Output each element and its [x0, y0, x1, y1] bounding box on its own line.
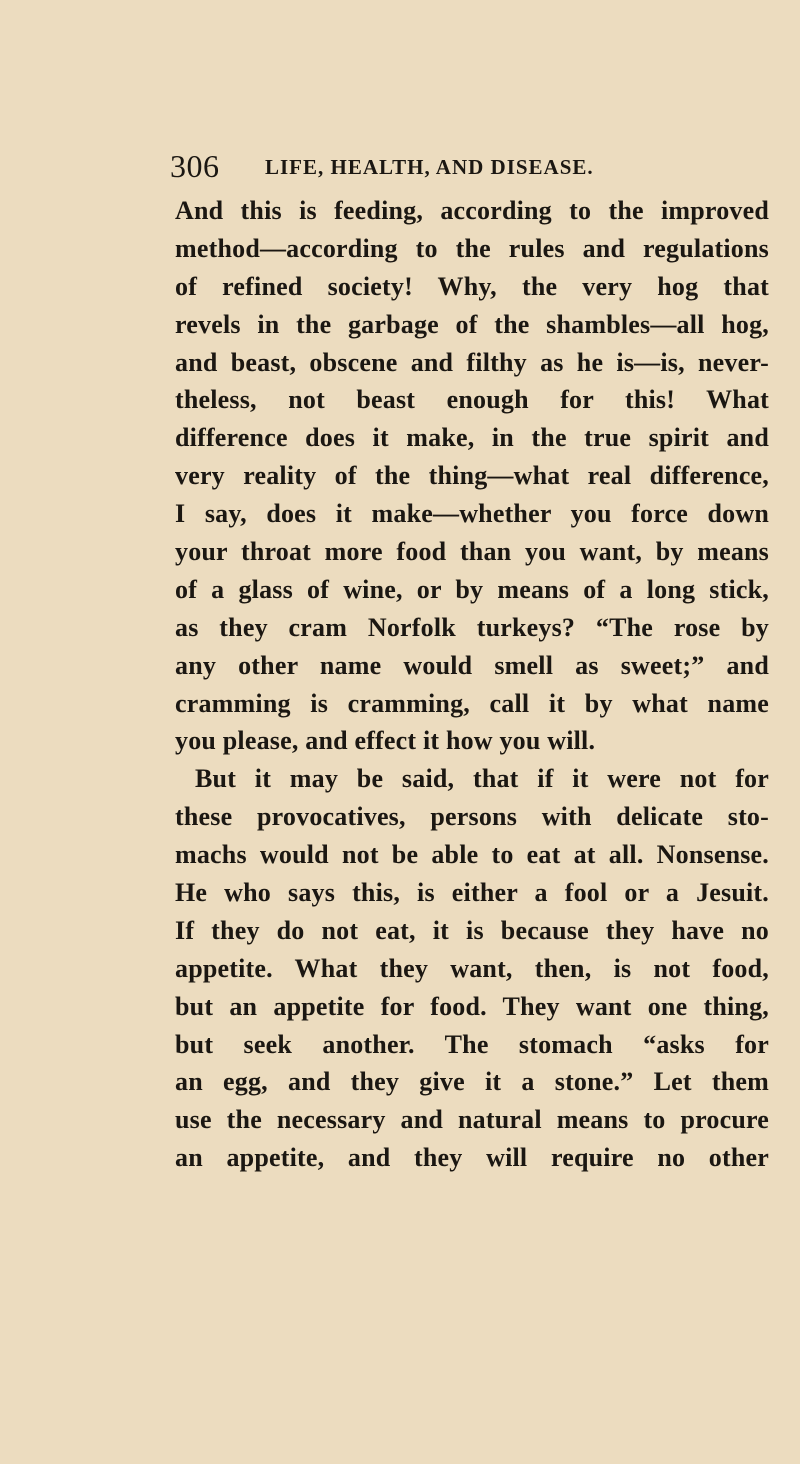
text-line: these provocatives, persons with delicate sto- [175, 802, 769, 832]
text-line: very reality of the thing—what real difference, [175, 461, 769, 491]
text-line: you please, and effect it how you will. [175, 726, 596, 756]
text-line: your throat more food than you want, by means [175, 537, 769, 567]
text-line: difference does it make, in the true spirit and [175, 423, 769, 453]
text-line: machs would not be able to eat at all. Nonsense. [175, 840, 769, 870]
text-line: revels in the garbage of the shambles—all hog, [175, 309, 769, 339]
text-line: any other name would smell as sweet;” and [175, 650, 769, 680]
page-number: 306 [170, 148, 220, 184]
text-line: appetite. What they want, then, is not food, [175, 953, 769, 983]
text-line: an egg, and they give it a stone.” Let them [175, 1067, 769, 1097]
text-line: He who says this, is either a fool or a Jesuit. [175, 878, 769, 908]
text-line: and beast, obscene and filthy as he is—is, never- [175, 347, 769, 377]
text-line: but seek another. The stomach “asks for [175, 1029, 769, 1059]
text-line: use the necessary and natural means to procure [175, 1105, 769, 1135]
text-line: cramming is cramming, call it by what name [175, 688, 769, 718]
text-line: And this is feeding, according to the improved [175, 196, 769, 225]
text-line: of refined society! Why, the very hog that [175, 271, 769, 301]
text-line: of a glass of wine, or by means of a long stick, [175, 574, 769, 604]
text-line: But it may be said, that if it were not for [195, 764, 769, 794]
text-line: theless, not beast enough for this! What [175, 385, 769, 415]
text-line: as they cram Norfolk turkeys? “The rose by [175, 612, 769, 642]
running-title: LIFE, HEALTH, AND DISEASE. [265, 155, 594, 179]
page-header [170, 148, 770, 188]
text-line: an appetite, and they will require no other [175, 1143, 769, 1173]
body-text [175, 192, 769, 1177]
text-line: but an appetite for food. They want one thing, [175, 991, 769, 1021]
text-line: If they do not eat, it is because they have no [175, 915, 769, 945]
text-line: I say, does it make—whether you force down [175, 499, 769, 529]
text-line: method—according to the rules and regulations [175, 233, 769, 263]
